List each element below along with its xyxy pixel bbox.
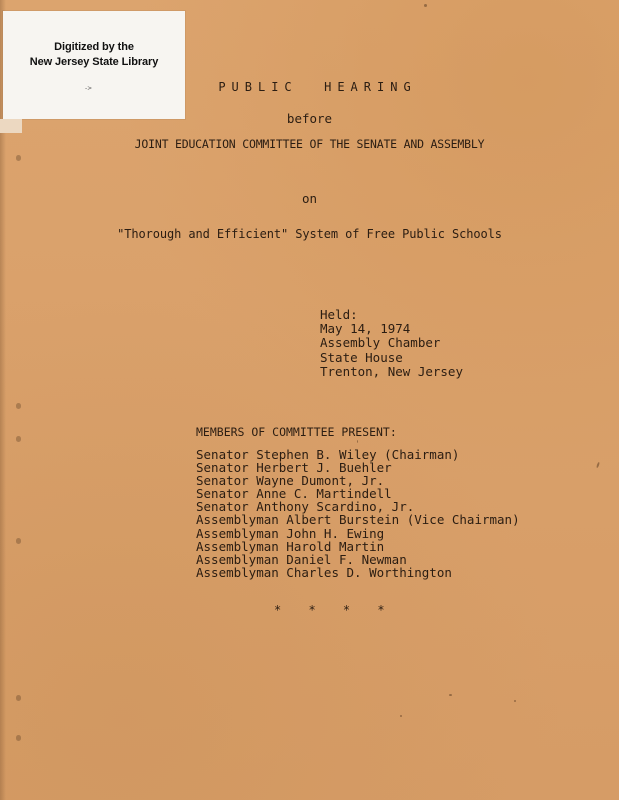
sticker-mark-icon: -> <box>85 85 93 92</box>
paper-speck <box>514 700 516 702</box>
held-details <box>320 308 463 379</box>
before-text: before <box>286 111 333 126</box>
member-item: Senator Anne C. Martindell <box>196 486 392 502</box>
member-item: Assemblyman Albert Burstein (Vice Chairman) <box>196 512 520 528</box>
held-location: Assembly Chamber <box>320 335 441 351</box>
hearing-subject: "Thorough and Efficient" System of Free Public Schools <box>117 227 502 241</box>
held-date: May 14, 1974 <box>320 321 411 337</box>
binding-hole <box>16 403 21 409</box>
members-heading: MEMBERS OF COMMITTEE PRESENT: <box>196 425 397 439</box>
binding-hole <box>16 538 21 544</box>
member-item: Senator Herbert J. Buehler <box>196 460 392 476</box>
paper-speck <box>449 694 452 696</box>
members-list <box>196 448 520 579</box>
sticker-line-1: Digitized by the <box>54 41 134 53</box>
member-item: Assemblyman Daniel F. Newman <box>196 551 407 567</box>
paper-speck <box>400 715 402 717</box>
member-item: Assemblyman Charles D. Worthington <box>196 564 452 580</box>
member-item: Assemblyman John H. Ewing <box>196 525 385 541</box>
paper-speck <box>424 4 427 7</box>
binding-hole <box>16 155 21 161</box>
binding-hole <box>16 436 21 442</box>
committee-name: JOINT EDUCATION COMMITTEE OF THE SENATE AND ASSEMBLY <box>134 137 485 151</box>
library-sticker <box>3 11 185 119</box>
held-building: State House <box>320 349 403 365</box>
binding-hole <box>16 735 21 741</box>
paper-speck <box>357 440 358 443</box>
held-label: Held: <box>320 307 358 322</box>
separator-stars: * * * * <box>274 603 395 617</box>
member-item: Assemblyman Harold Martin <box>196 538 385 554</box>
sticker-line-2: New Jersey State Library <box>29 56 159 68</box>
on-text: on <box>301 191 318 206</box>
member-item: Senator Stephen B. Wiley (Chairman) <box>196 447 460 462</box>
member-item: Senator Wayne Dumont, Jr. <box>196 473 385 489</box>
hearing-title: PUBLIC HEARING <box>218 80 417 94</box>
member-item: Senator Anthony Scardino, Jr. <box>196 499 415 515</box>
held-city: Trenton, New Jersey <box>320 363 463 379</box>
binding-hole <box>16 695 21 701</box>
paper-speck <box>596 462 600 468</box>
